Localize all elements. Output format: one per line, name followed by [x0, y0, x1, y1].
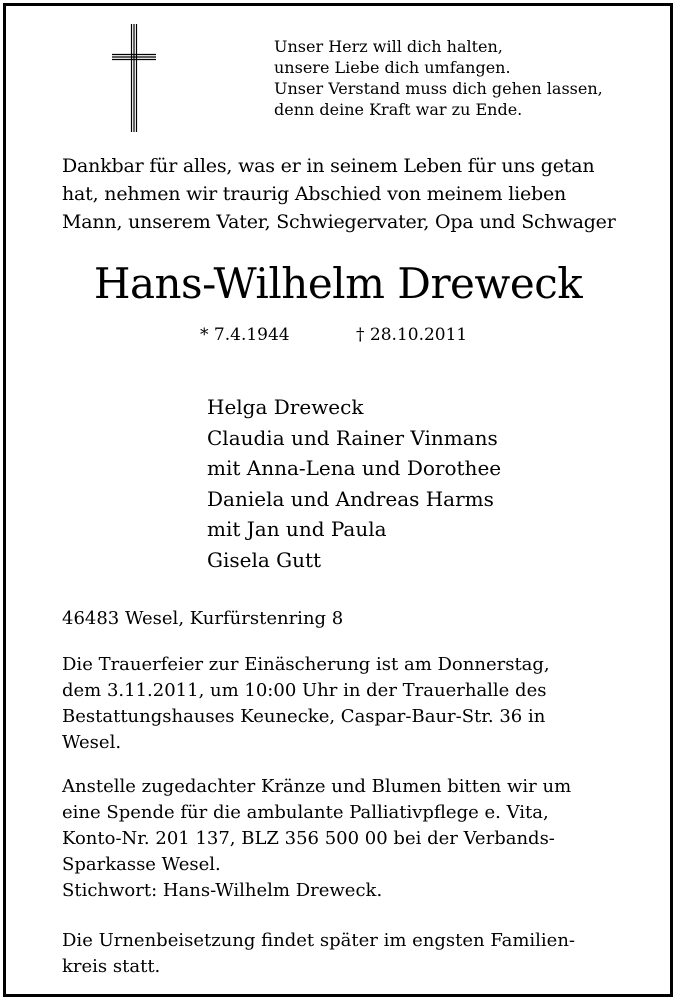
mourners-list: [207, 392, 501, 575]
poem-line: Unser Verstand muss dich gehen lassen,: [274, 79, 603, 98]
funeral-line: dem 3.11.2011, um 10:00 Uhr in der Trauerhalle des: [62, 680, 547, 701]
cross-icon: [112, 24, 156, 132]
poem-line: denn deine Kraft war zu Ende.: [274, 100, 523, 119]
poem-line: Unser Herz will dich halten,: [274, 37, 503, 56]
burial-line: Die Urnenbeisetzung findet später im engsten Familien-: [62, 930, 575, 951]
poem: [274, 36, 603, 120]
donation-line: Sparkasse Wesel.: [62, 854, 221, 875]
donation-line: eine Spende für die ambulante Palliativpflege e. Vita,: [62, 802, 549, 823]
donation-line: Anstelle zugedachter Kränze und Blumen bitten wir um: [62, 776, 572, 797]
donation-line: Konto-Nr. 201 137, BLZ 356 500 00 bei der Verbands-: [62, 828, 555, 849]
mourner: Helga Dreweck: [207, 395, 364, 419]
funeral-line: Die Trauerfeier zur Einäscherung ist am Donnerstag,: [62, 654, 550, 675]
family-address: 46483 Wesel, Kurfürstenring 8: [62, 608, 344, 629]
intro-line: hat, nehmen wir traurig Abschied von meinem lieben: [62, 183, 567, 205]
mourner: mit Jan und Paula: [207, 517, 387, 541]
donation-line: Stichwort: Hans-Wilhelm Dreweck.: [62, 880, 383, 901]
funeral-line: Bestattungshauses Keunecke, Caspar-Baur-Str. 36 in: [62, 706, 546, 727]
intro-line: Dankbar für alles, was er in seinem Leben für uns getan: [62, 155, 595, 177]
intro-line: Mann, unserem Vater, Schwiegervater, Opa und Schwager: [62, 211, 616, 233]
death-date: † 28.10.2011: [356, 325, 468, 345]
mourner: Daniela und Andreas Harms: [207, 486, 494, 511]
burial-info: [62, 928, 575, 980]
poem-line: unsere Liebe dich umfangen.: [274, 58, 511, 77]
deceased-name: Hans-Wilhelm Dreweck: [93, 259, 583, 308]
donation-info: [62, 774, 571, 904]
mourner: Gisela Gutt: [207, 547, 322, 572]
funeral-line: Wesel.: [62, 732, 122, 753]
birth-date: * 7.4.1944: [200, 325, 290, 345]
intro-text: [62, 152, 616, 236]
mourner: Claudia und Rainer Vinmans: [207, 425, 498, 450]
mourner: mit Anna-Lena und Dorothee: [207, 456, 502, 480]
life-dates: [200, 323, 468, 347]
funeral-info: [62, 652, 550, 756]
burial-line: kreis statt.: [62, 956, 161, 977]
